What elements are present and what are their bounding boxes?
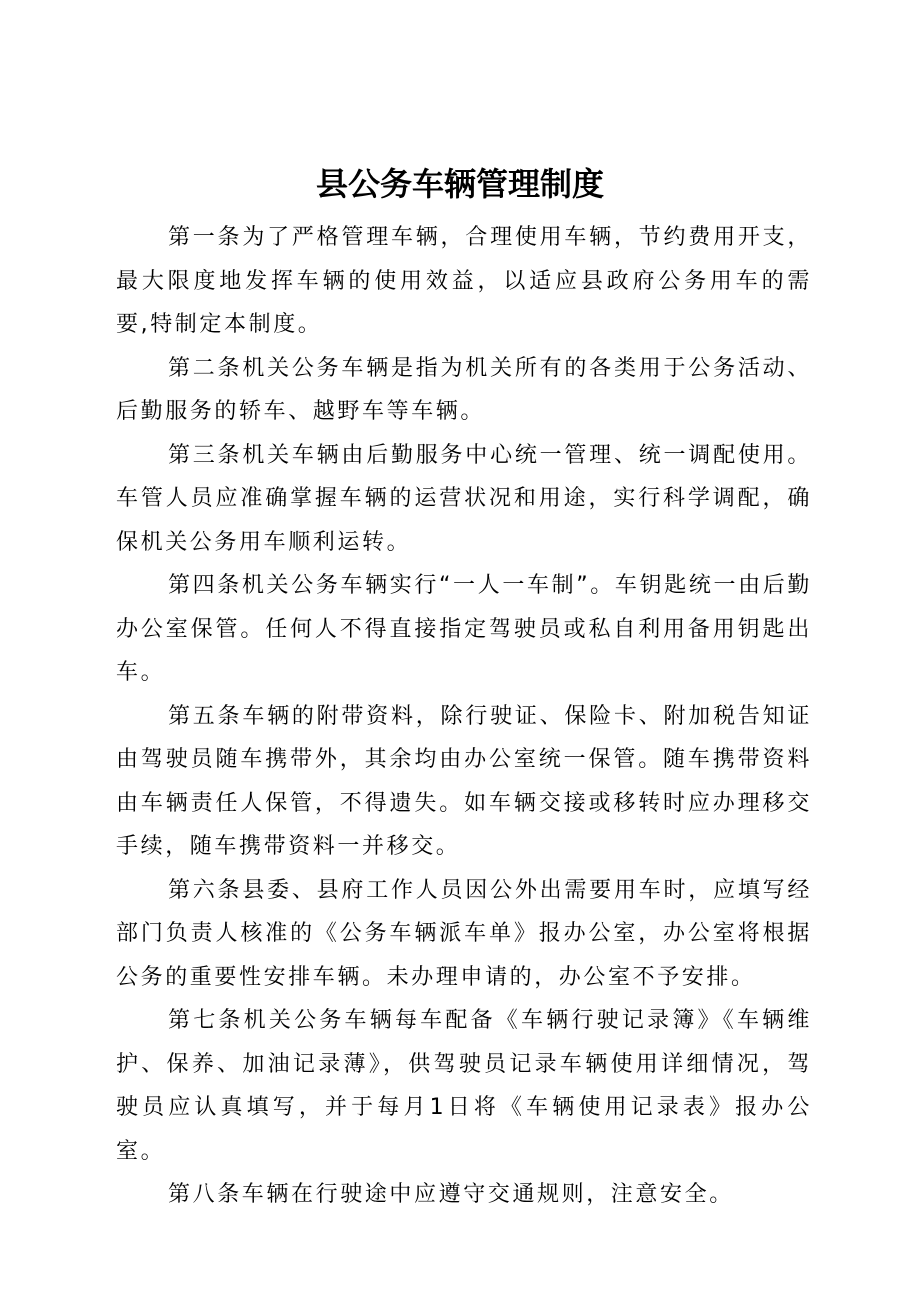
- article-2: 第二条机关公务车辆是指为机关所有的各类用于公务活动、后勤服务的轿车、越野车等车辆。: [116, 355, 812, 424]
- document-body: [116, 216, 812, 1217]
- article-1: 第一条为了严格管理车辆，合理使用车辆，节约费用开支，最大限度地发挥车辆的使用效益，以适应县政府公务用车的需要,特制定本制度。: [116, 225, 812, 337]
- article-8: 第八条车辆在行驶途中应遵守交通规则，注意安全。: [168, 1182, 734, 1207]
- document-title: 县公务车辆管理制度: [315, 165, 604, 203]
- article-5: 第五条车辆的附带资料，除行驶证、保险卡、附加税告知证由驾驶员随车携带外，其余均由办公室统一保管。随车携带资料由车辆责任人保管，不得遗失。如车辆交接或移转时应办理移交手续，随车携带资料一并移交。: [116, 703, 812, 859]
- article-3: 第三条机关车辆由后勤服务中心统一管理、统一调配使用。车管人员应准确掌握车辆的运营状况和用途，实行科学调配，确保机关公务用车顺利运转。: [116, 442, 812, 555]
- article-7: 第七条机关公务车辆每车配备《车辆行驶记录簿》《车辆维护、保养、加油记录薄》，供驾驶员记录车辆使用详细情况，驾驶员应认真填写，并于每月1日将《车辆使用记录表》报办公室。: [116, 1008, 812, 1164]
- article-6: 第六条县委、县府工作人员因公外出需要用车时，应填写经部门负责人核准的《公务车辆派车单》报办公室，办公室将根据公务的重要性安排车辆。未办理申请的，办公室不予安排。: [116, 877, 812, 990]
- article-4: 第四条机关公务车辆实行“一人一车制”。车钥匙统一由后勤办公室保管。任何人不得直接指定驾驶员或私自利用备用钥匙出车。: [116, 573, 812, 685]
